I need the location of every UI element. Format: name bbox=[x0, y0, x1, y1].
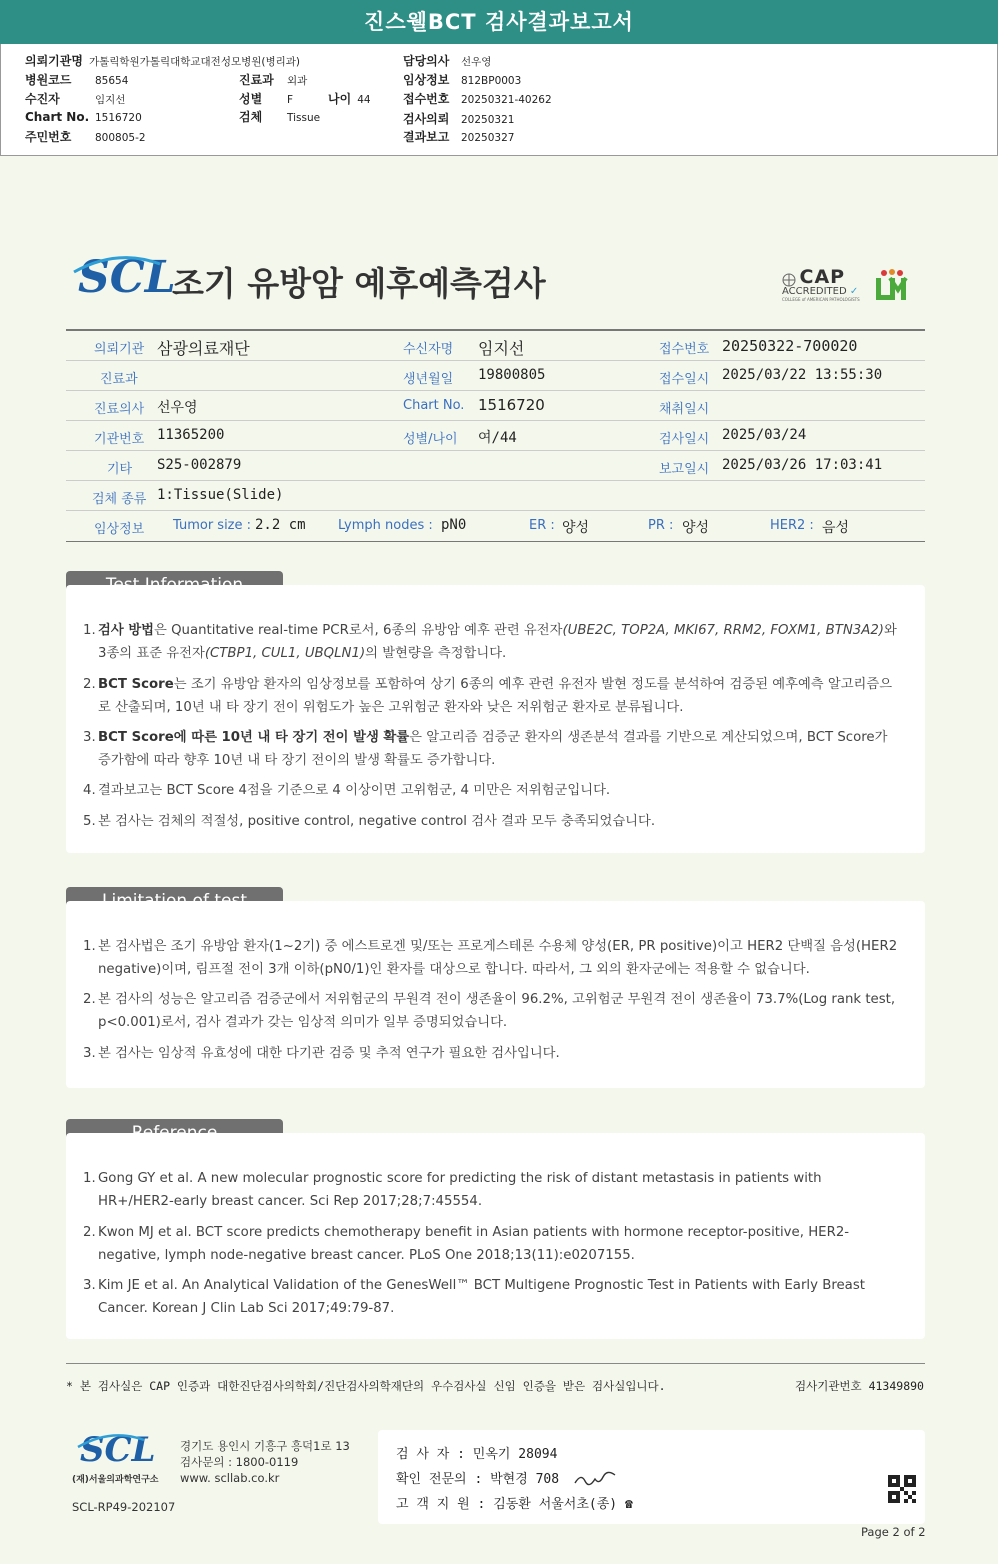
website-link[interactable]: www. scllab.co.kr bbox=[180, 1471, 280, 1485]
page-number: Page 2 of 2 bbox=[861, 1525, 926, 1539]
list-item: 2. BCT Score는 조기 유방암 환자의 임상정보를 포함하여 상기 6종의 예후 관련 유전자 발현 정도를 분석하여 검증된 예후예측 알고리즘으로 산출되며, 10년 내 타 장기 전이 위험도가 높은 고위험군 환자와 낮은 저위험군 환자로 분류됩니다. bbox=[83, 677, 893, 715]
clinical-row: 임상정보 812BP0003 bbox=[403, 73, 522, 87]
requesting-inst-row: 의뢰기관명 가톨릭학원가톨릭대학교대전성모병원(병리과) bbox=[25, 54, 301, 68]
company-address: 경기도 용인시 기흥구 흥덕1로 13 검사문의 : 1800-0119 www. scllab.co.kr bbox=[180, 1439, 350, 1485]
footer-divider bbox=[66, 1363, 925, 1364]
table-row: 임상정보 Tumor size : 2.2 cm Lymph nodes : pN0 ER : 양성 PR : 양성 HER2 : 음성 bbox=[94, 517, 850, 537]
patient-info-table bbox=[66, 329, 925, 542]
doctor-row: 담당의사 선우영 bbox=[403, 54, 492, 68]
sex-row: 성별 F bbox=[239, 92, 294, 106]
logo-swoosh-icon bbox=[76, 1432, 146, 1450]
hospital-code-row: 병원코드 85654 bbox=[25, 73, 129, 87]
rrn-row: 주민번호 800805-2 bbox=[25, 130, 146, 144]
specimen-row: 검체 Tissue bbox=[239, 110, 321, 124]
receipt-row: 접수번호 20250321-40262 bbox=[403, 92, 552, 106]
table-row: 기관번호 11365200 성별/나이 여/44 검사일시 2025/03/24 bbox=[66, 421, 925, 451]
limitation-section bbox=[66, 901, 925, 1088]
list-item: 1. 본 검사법은 조기 유방암 환자(1~2기) 중 에스트로겐 및/또는 프로게스테론 수용체 양성(ER, PR positive)이고 HER2 단백질 음성(HER2 negative)이며, 림프절 전이 3개 이하(pN0/1)인 환자를 대상으로 합니다. 따라서, 그 외의 환자군에는 적용할 수 없습니다. bbox=[83, 939, 898, 977]
test-information-section bbox=[66, 585, 925, 853]
lm-certification-logo-icon bbox=[874, 268, 908, 302]
report-row: 결과보고 20250327 bbox=[403, 130, 515, 144]
scl-logo: SCL bbox=[78, 252, 176, 303]
list-item: 5. 본 검사는 검체의 적절성, positive control, negative control 검사 결과 모두 충족되었습니다. bbox=[83, 814, 656, 829]
request-row: 검사의뢰 20250321 bbox=[403, 112, 515, 126]
table-row: 검체 종류 1:Tissue(Slide) bbox=[66, 481, 925, 511]
institution-number: 검사기관번호 41349890 bbox=[795, 1379, 924, 1393]
signature-box bbox=[378, 1430, 925, 1524]
page-title: 조기 유방암 예후예측검사 bbox=[172, 264, 546, 303]
table-row: 기타 S25-002879 보고일시 2025/03/26 17:03:41 bbox=[66, 451, 925, 481]
tester-line: 검 사 자 : 민옥기 28094 bbox=[396, 1447, 558, 1462]
certification-note: * 본 검사실은 CAP 인증과 대한진단검사의학회/진단검사의학재단의 우수검사실 신임 인증을 받은 검사실입니다. bbox=[66, 1379, 666, 1393]
confirmer-line: 확인 전문의 : 박현경 708 bbox=[396, 1468, 619, 1489]
chart-row: Chart No. 1516720 bbox=[25, 110, 142, 124]
request-info-panel bbox=[0, 44, 998, 156]
list-item: 1. 검사 방법은 Quantitative real-time PCR로서, 6종의 유방암 예후 관련 유전자(UBE2C, TOP2A, MKI67, RRM2, FOXM1, BTN3A2)와 3종의 표준 유전자(CTBP1, CUL1, UBQLN1)의 발현량을 측정합니다. bbox=[83, 623, 897, 661]
form-code: SCL-RP49-202107 bbox=[72, 1500, 176, 1514]
footer-scl-logo: SCL bbox=[80, 1430, 156, 1470]
list-item: 2. Kwon MJ et al. BCT score predicts chemotherapy benefit in Asian patients with hormone receptor-positive, HER2-negative, lymph node-negative breast cancer. PLoS One 2018;13(11):e0207155. bbox=[83, 1225, 850, 1263]
list-item: 1. Gong GY et al. A new molecular prognostic score for predicting the risk of distant metastasis in patients with HR+/HER2-early breast cancer. Sci Rep 2017;28;7:45554. bbox=[83, 1171, 822, 1209]
table-row: 진료과 생년월일 19800805 접수일시 2025/03/22 13:55:30 bbox=[66, 361, 925, 391]
list-item: 2. 본 검사의 성능은 알고리즘 검증군에서 저위험군의 무원격 전이 생존율이 96.2%, 고위험군 무원격 전이 생존율이 73.7%(Log rank test, p<0.001)로서, 검사 결과가 갖는 임상적 의미가 일부 증명되었습니다. bbox=[83, 992, 896, 1030]
list-item: 3. Kim JE et al. An Analytical Validation of the GenesWell™ BCT Multigene Prognostic Test in Patients with Early Breast Cancer. Korean J Clin Lab Sci 2017;49:79-87. bbox=[83, 1278, 865, 1316]
company-name: (재)서울의과학연구소 bbox=[72, 1475, 159, 1485]
cap-globe-icon bbox=[782, 273, 796, 287]
table-row: 진료의사 선우영 Chart No. 1516720 채취일시 bbox=[66, 391, 925, 421]
list-item: 3. BCT Score에 따른 10년 내 타 장기 전이 발생 확률은 알고리즘 검증군 환자의 생존분석 결과를 기반으로 계산되었으며, BCT Score가 증가함에 따라 향후 10년 내 타 장기 전이의 발생 확률도 증가합니다. bbox=[83, 730, 888, 768]
logo-swoosh-icon bbox=[72, 254, 162, 276]
patient-row: 수진자 임지선 bbox=[25, 92, 126, 106]
dept-row: 진료과 외과 bbox=[239, 73, 308, 87]
age-row: 나이 44 bbox=[328, 92, 371, 106]
list-item: 4. 결과보고는 BCT Score 4점을 기준으로 4 이상이면 고위험군, 4 미만은 저위험군입니다. bbox=[83, 783, 611, 798]
table-row: 의뢰기관 삼광의료재단 수신자명 임지선 접수번호 20250322-700020 bbox=[66, 331, 925, 361]
qr-code-icon bbox=[888, 1475, 916, 1503]
cap-accredited-badge: CAP ACCREDITED ✓ COLLEGE of AMERICAN PATHOLOGISTS bbox=[782, 266, 860, 302]
handwritten-signature-icon bbox=[573, 1471, 619, 1489]
consultant-line: 고 객 지 원 : 김동환 서울서초(종) ☎ bbox=[396, 1497, 633, 1512]
reference-section bbox=[66, 1133, 925, 1339]
report-title-bar: 진스웰BCT 검사결과보고서 bbox=[0, 0, 998, 44]
list-item: 3. 본 검사는 임상적 유효성에 대한 다기관 검증 및 추적 연구가 필요한 검사입니다. bbox=[83, 1046, 560, 1061]
